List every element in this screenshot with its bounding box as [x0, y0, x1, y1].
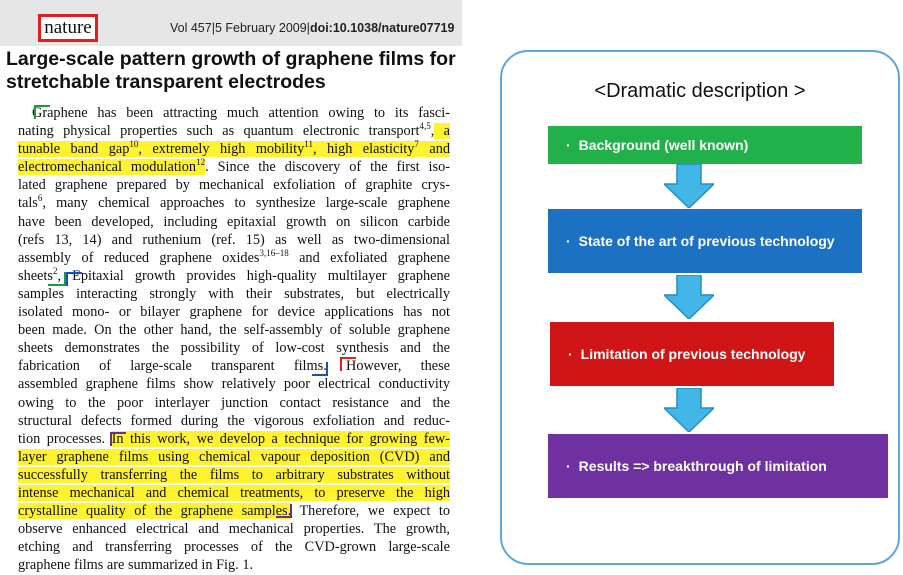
body-line-highlight: intense mechanical and chemical treatments, to preserve the high [18, 484, 450, 501]
body-line: sheets demonstrates the possibility of low-cost synthesis and the [18, 340, 450, 357]
body-line: etching and transferring processes of the CVD-grown large-scale [18, 539, 450, 556]
doi: doi:10.1038/nature07719 [309, 21, 455, 35]
body-line: Graphene has been attracting much attention owing to its fasci- [32, 105, 450, 121]
step-state-of-the-art [548, 209, 862, 273]
down-arrow-icon [664, 388, 714, 432]
body-line-highlight: tion processes. In this work, we develop a technique for growing few- [18, 430, 450, 447]
blue-bracket-mark [66, 272, 82, 286]
body-line: structural defects formed during the vigorous exfoliation and reduc- [18, 412, 450, 429]
bullet-icon: · [566, 458, 571, 474]
dramatic-description-panel [500, 50, 900, 565]
bullet-icon: · [566, 233, 571, 249]
paper-body [18, 104, 450, 574]
blue-bracket-mark [312, 362, 328, 376]
paper-title [6, 48, 476, 94]
title-line-2: stretchable transparent electrodes [6, 71, 326, 93]
journal-header-bar [0, 0, 462, 46]
journal-logo: nature [38, 14, 98, 42]
step-label: State of the art of previous technology [578, 233, 835, 249]
panel-title: <Dramatic description > [594, 80, 806, 102]
bullet-icon: · [568, 346, 573, 362]
down-arrow-icon [664, 164, 714, 208]
body-line: sheets$^2$, Epitaxial growth provides high-quality multilayer graphene [18, 266, 450, 284]
body-line-highlight: electromechanical modulation$^{12}$. Since the discovery of the first iso- [18, 158, 450, 176]
title-line-1: Large-scale pattern growth of graphene films for [6, 48, 456, 70]
body-line: observe enhanced electrical and mechanical properties. The growth, [18, 521, 450, 538]
body-line-highlight: tunable band gap$^{10}$, extremely high mobility$^{11}$, high elasticity$^7$ and [18, 140, 450, 158]
body-line: graphene films are summarized in Fig. 1. [18, 557, 254, 574]
step-limitation [550, 322, 834, 386]
body-line-highlight: crystalline quality of the graphene samples. Therefore, we expect to [18, 503, 450, 520]
step-label: Background (well known) [578, 137, 749, 153]
body-line-highlight: layer graphene films using chemical vapour deposition (CVD) and [18, 448, 450, 465]
volume-date: Vol 457|5 February 2009| [170, 21, 310, 35]
body-line: owing to the poor interlayer junction contact resistance and the [18, 394, 450, 411]
bullet-icon: · [566, 137, 571, 153]
body-line: assembled graphene films show relatively poor electrical conductivity [18, 376, 450, 393]
red-bracket-mark [340, 357, 356, 371]
purple-bracket-mark [110, 432, 126, 446]
body-line: have been developed, including epitaxial growth on silicon carbide [18, 213, 450, 230]
body-line: assembly of reduced graphene oxides$^{3,16-18}$ and exfoliated graphene [18, 248, 450, 266]
body-line: nating physical properties such as quantum electronic transport$^{4,5}$, a [18, 122, 450, 140]
step-background [548, 126, 862, 164]
body-line: tals$^6$, many chemical approaches to synthesize large-scale graphene [18, 194, 450, 212]
down-arrow-icon [664, 275, 714, 319]
body-line: (refs 13, 14) and ruthenium (ref. 15) as well as two-dimensional [18, 231, 450, 248]
body-line: samples interacting strongly with their substrates, but electrically [18, 285, 450, 302]
step-results [548, 434, 888, 498]
body-line-highlight: successfully transferring the films to arbitrary substrates without [18, 466, 450, 483]
journal-meta [170, 21, 454, 35]
green-bracket-mark [34, 105, 50, 119]
green-bracket-mark [48, 272, 66, 286]
body-line: fabrication of large-scale transparent films. However, these [18, 358, 450, 375]
step-label: Limitation of previous technology [580, 346, 806, 362]
body-line: isolated mono- or bilayer graphene for device applications has not [18, 304, 450, 321]
step-label: Results => breakthrough of limitation [578, 458, 827, 474]
purple-bracket-mark [276, 504, 292, 518]
body-line: been made. On the other hand, the self-assembly of soluble graphene [18, 322, 450, 339]
body-line: lated graphene prepared by mechanical exfoliation of graphite crys- [18, 177, 450, 194]
